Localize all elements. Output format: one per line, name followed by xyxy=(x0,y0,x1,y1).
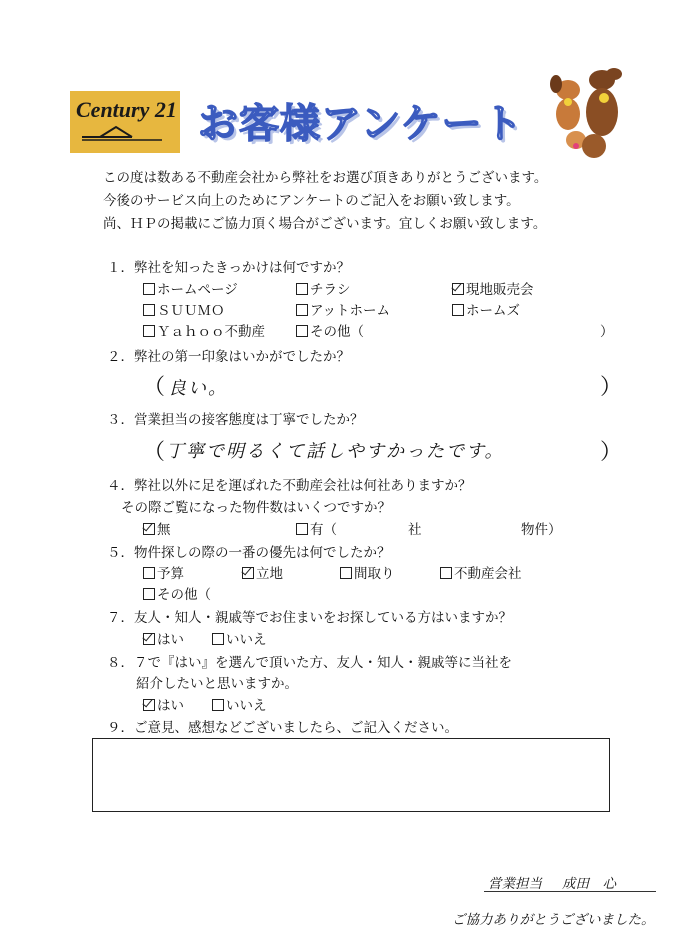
q4-unit-company: 社 xyxy=(408,522,422,538)
checkbox[interactable] xyxy=(440,567,452,579)
century21-logo xyxy=(70,91,180,153)
q5-option-other[interactable]: その他（ xyxy=(143,583,211,603)
checkbox[interactable] xyxy=(452,304,464,316)
q1-option-athome[interactable]: アットホーム xyxy=(296,299,390,319)
q5-option-budget[interactable]: 予算 xyxy=(143,562,184,582)
q3-open-paren: （ xyxy=(143,440,166,465)
checkbox[interactable] xyxy=(143,325,155,337)
question-5: ５．物件探しの際の一番の優先は何でしたか？ xyxy=(107,545,391,561)
comment-box[interactable] xyxy=(92,738,610,812)
staff-name: 成田 心 xyxy=(562,876,616,892)
checkbox[interactable] xyxy=(212,633,224,645)
q8-option-no[interactable]: いいえ xyxy=(212,694,267,714)
checkbox[interactable] xyxy=(340,567,352,579)
q7-option-yes[interactable]: はい xyxy=(143,628,184,648)
dog-mascot-illustration xyxy=(546,60,626,160)
q5-option-location[interactable]: 立地 xyxy=(242,562,283,582)
q2-open-paren: （ xyxy=(143,375,166,400)
checkbox[interactable] xyxy=(212,699,224,711)
intro-line-3: 尚、ＨＰの掲載にご協力頂く場合がございます。宜しくお願い致します。 xyxy=(103,216,547,232)
staff-label: 営業担当 xyxy=(488,876,542,892)
q1-option-open-house[interactable]: 現地販売会 xyxy=(452,278,534,298)
checkbox[interactable] xyxy=(143,588,155,600)
checkbox[interactable] xyxy=(296,523,308,535)
checkbox[interactable] xyxy=(143,283,155,295)
question-4-line-2: その際ご覧になった物件数はいくつですか？ xyxy=(121,500,391,516)
q5-option-floorplan[interactable]: 間取り xyxy=(340,562,395,582)
checkbox[interactable] xyxy=(296,304,308,316)
question-8-line-2: 紹介したいと思いますか。 xyxy=(136,676,298,692)
q4-unit-property: 物件） xyxy=(521,522,562,538)
checkbox[interactable] xyxy=(143,567,155,579)
question-1: １．弊社を知ったきっかけは何ですか？ xyxy=(107,260,350,276)
q7-option-no[interactable]: いいえ xyxy=(212,628,267,648)
checkbox[interactable] xyxy=(296,325,308,337)
question-4-line-1: ４．弊社以外に足を運ばれた不動産会社は何社ありますか？ xyxy=(107,478,472,494)
q4-option-none[interactable]: 無 xyxy=(143,518,171,538)
q3-close-paren: ） xyxy=(600,440,623,465)
q1-other-close-paren: ） xyxy=(600,324,614,340)
checkbox[interactable] xyxy=(143,304,155,316)
question-8-line-1: ８．７で『はい』を選んで頂いた方、友人・知人・親戚等に当社を xyxy=(107,655,512,671)
logo-text: Century 21 xyxy=(76,97,177,122)
q5-option-agency[interactable]: 不動産会社 xyxy=(440,562,522,582)
q3-answer[interactable]: 丁寧で明るくて話しやすかったです。 xyxy=(166,441,505,462)
q2-answer[interactable]: 良い。 xyxy=(168,378,228,399)
checkbox-checked[interactable] xyxy=(143,633,155,645)
page-title: お客様アンケート xyxy=(198,100,524,147)
q8-option-yes[interactable]: はい xyxy=(143,694,184,714)
q1-option-other[interactable]: その他（ xyxy=(296,320,364,340)
q4-option-yes[interactable]: 有（ xyxy=(296,518,337,538)
checkbox[interactable] xyxy=(296,283,308,295)
intro-line-2: 今後のサービス向上のためにアンケートのご記入をお願い致します。 xyxy=(103,193,520,209)
question-3: ３．営業担当の接客態度は丁寧でしたか？ xyxy=(107,412,364,428)
checkbox-checked[interactable] xyxy=(242,567,254,579)
question-7: ７．友人・知人・親戚等でお住まいをお探している方はいますか？ xyxy=(107,610,512,626)
question-9: ９．ご意見、感想などございましたら、ご記入ください。 xyxy=(107,720,458,736)
checkbox-checked[interactable] xyxy=(452,283,464,295)
q1-option-suumo[interactable]: ＳＵＵＭＯ xyxy=(143,299,225,319)
q1-option-flyer[interactable]: チラシ xyxy=(296,278,351,298)
checkbox-checked[interactable] xyxy=(143,523,155,535)
question-2: ２．弊社の第一印象はいかがでしたか？ xyxy=(107,349,350,365)
signature-underline xyxy=(484,891,656,892)
checkbox-checked[interactable] xyxy=(143,699,155,711)
q1-option-homes[interactable]: ホームズ xyxy=(452,299,520,319)
q2-close-paren: ） xyxy=(600,375,623,400)
q1-option-homepage[interactable]: ホームページ xyxy=(143,278,238,298)
q1-option-yahoo[interactable]: Ｙａｈｏｏ不動産 xyxy=(143,320,265,340)
intro-line-1: この度は数ある不動産会社から弊社をお選び頂きありがとうございます。 xyxy=(103,170,548,186)
thanks-message: ご協力ありがとうございました。 xyxy=(452,912,655,928)
